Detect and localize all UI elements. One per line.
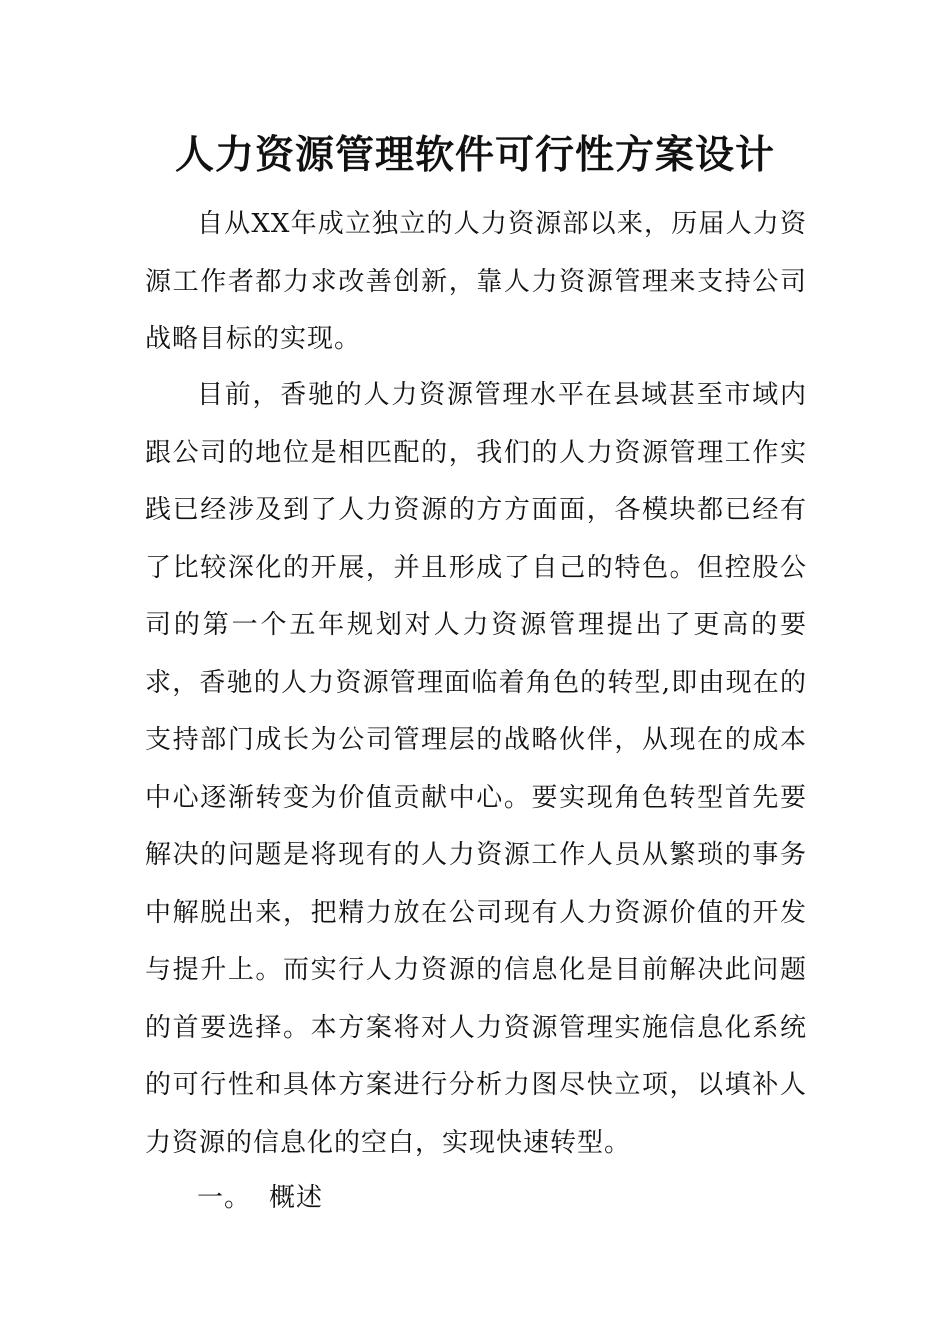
paragraph-intro: 自从XX年成立独立的人力资源部以来，历届人力资源工作者都力求改善创新，靠人力资源管理来支持公司战略目标的实现。 xyxy=(145,209,807,354)
paragraph-current-status: 目前，香驰的人力资源管理水平在县域甚至市域内跟公司的地位是相匹配的，我们的人力资源管理工作实践已经涉及到了人力资源的方方面面，各模块都已经有了比较深化的开展，并且形成了自己的特色。但控股公司的第一个五年规划对人力资源管理提出了更高的要求，香驰的人力资源管理面临着角色的转型,即由现在的支持部门成长为公司管理层的战略伙伴，从现在的成本中心逐渐转变为价值贡献中心。要实现角色转型首先要解决的问题是将现有的人力资源工作人员从繁琐的事务中解脱出来，把精力放在公司现有人力资源价值的开发与提升上。而实行人力资源的信息化是目前解决此问题的首要选择。本方案将对人力资源管理实施信息化系统的可行性和具体方案进行分析力图尽快立项，以填补人力资源的信息化的空白，实现快速转型。 xyxy=(145,380,807,1158)
section-title: 概述 xyxy=(269,1183,324,1213)
section-number: 一。 xyxy=(197,1183,252,1213)
document-title: 人力资源管理软件可行性方案设计 xyxy=(174,132,775,178)
section-heading-overview xyxy=(197,1170,323,1228)
